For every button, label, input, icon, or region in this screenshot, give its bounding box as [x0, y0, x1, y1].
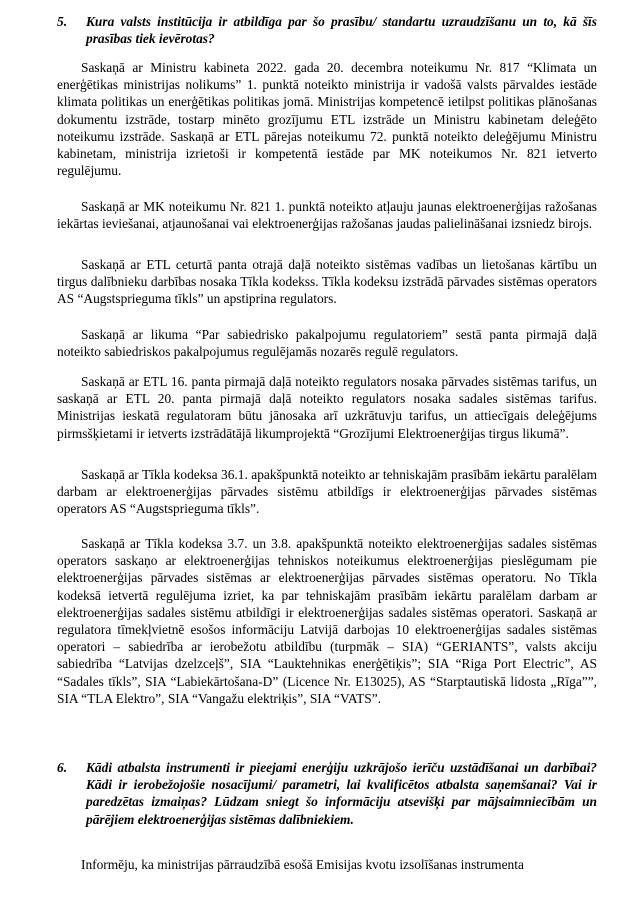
paragraph: Saskaņā ar Tīkla kodeksa 3.7. un 3.8. apakšpunktā noteikto elektroenerģijas sadales sistēmas operators saskaņo ar elektroenerģijas tehniskos noteikumus elektroenerģijas pieslēgumam pie elektroenerģijas pārvades sistēmas ar elektroenerģijas pārvades sistēmas operatoru. No Tīkla kodeksā ietvertā regulējuma izriet, ka par tehniskajām prasībām iekārtu paralēlam darbam ar elektroenerģijas sadales sistēmu atbildīgi ir elektroenerģijas sadales sistēmas operatori. Saskaņā ar regulatora tīmekļvietnē esošos informāciju Latvijā darbojas 10 elektroenerģijas sadales sistēmas operatori – sabiedrība ar ierobežotu atbildību (turpmāk – SIA) “GERIANTS”, valsts akciju sabiedrība “Latvijas dzelzceļš”, SIA “Lauktehnikas enerģētiķis”; SIA “Riga Port Electric”, AS “Sadales tīkls”, SIA “Labiekārtošana-D” (Licence Nr. E13025), AS “Starptautiskā lidosta „Rīga””, SIA “TLA Elektro”, SIA “Vangažu elektriķis”, SIA “VATS”. [57, 536, 597, 706]
question-5 [57, 13, 597, 47]
question-6 [57, 759, 597, 828]
question-text: Kura valsts institūcija ir atbildīga par šo prasību/ standartu uzraudzīšanu un to, kā šīs prasības tiek ievērotas? [86, 14, 597, 47]
question-number: 6. [57, 760, 68, 775]
paragraph: Saskaņā ar MK noteikumu Nr. 821 1. punktā noteikto atļauju jaunas elektroenerģijas ražošanas iekārtas ieviešanai, atjaunošanai vai elektroenerģijas ražošanas jaudas palielināšanai izsniedz birojs. [57, 199, 597, 232]
paragraph: Saskaņā ar likuma “Par sabiedrisko pakalpojumu regulatoriem” sestā panta pirmajā daļā noteikto sabiedriskos pakalpojumus regulējamās nozarēs regulē regulators. [57, 327, 597, 360]
paragraph: Saskaņā ar Ministru kabineta 2022. gada 20. decembra noteikumu Nr. 817 “Klimata un enerģētikas ministrijas nolikums” 1. punktā noteikto ministrija ir vadošā valsts pārvaldes iestāde klimata politikas un enerģētikas politikas jomā. Ministrijas kompetencē ietilpst politikas plānošanas dokumentu izstrāde, tostarp minēto grozījumu ETL izstrāde un Ministru kabinetam deleģēto noteikumu izstrāde. Saskaņā ar ETL pārejas noteikumu 72. punktā noteikto deleģējumu Ministru kabinetam, ministrija izrietoši ir kompetentā iestāde par MK noteikumos Nr. 821 ietverto regulējumu. [57, 60, 597, 179]
paragraph: Saskaņā ar ETL ceturtā panta otrajā daļā noteikto sistēmas vadības un lietošanas kārtību un tirgus dalībnieku darbības nosaka Tīkla kodekss. Tīkla kodeksu izstrādā pārvades sistēmas operators AS “Augstsprieguma tīkls” un apstiprina regulators. [57, 257, 597, 307]
paragraph: Informēju, ka ministrijas pārraudzībā esošā Emisijas kvotu izsolīšanas instrumenta [81, 857, 524, 872]
paragraph: Saskaņā ar Tīkla kodeksa 36.1. apakšpunktā noteikto ar tehniskajām prasībām iekārtu paralēlam darbam ar elektroenerģijas pārvades sistēmu atbildīgs ir elektroenerģijas pārvades sistēmas operators AS “Augstsprieguma tīkls”. [57, 467, 597, 517]
question-text: Kādi atbalsta instrumenti ir pieejami enerģiju uzkrājošo ierīču uzstādīšanai un darbībai? Kādi ir ierobežojošie nosacījumi/ parametri, lai kvalificētos atbalsta saņemšanai? Vai ir paredzētas izmaiņas? Lūdzam sniegt šo informāciju atsevišķi par mājsaimniecībām un pārējiem elektroenerģijas sistēmas dalībniekiem. [86, 760, 597, 827]
question-number: 5. [57, 14, 68, 29]
paragraph: Saskaņā ar ETL 16. panta pirmajā daļā noteikto regulators nosaka pārvades sistēmas tarifus, un saskaņā ar ETL 20. panta pirmajā daļā noteikto regulators nosaka sadales sistēmas tarifus. Ministrijas ieskatā regulatoram būtu jānosaka arī uzkrātuvju tarifus, un attiecīgais deleģējums pirmsšķietami ir ietverts izstrādātājā likumprojektā “Grozījumi Elektroenerģijas tirgus likumā”. [57, 374, 597, 441]
